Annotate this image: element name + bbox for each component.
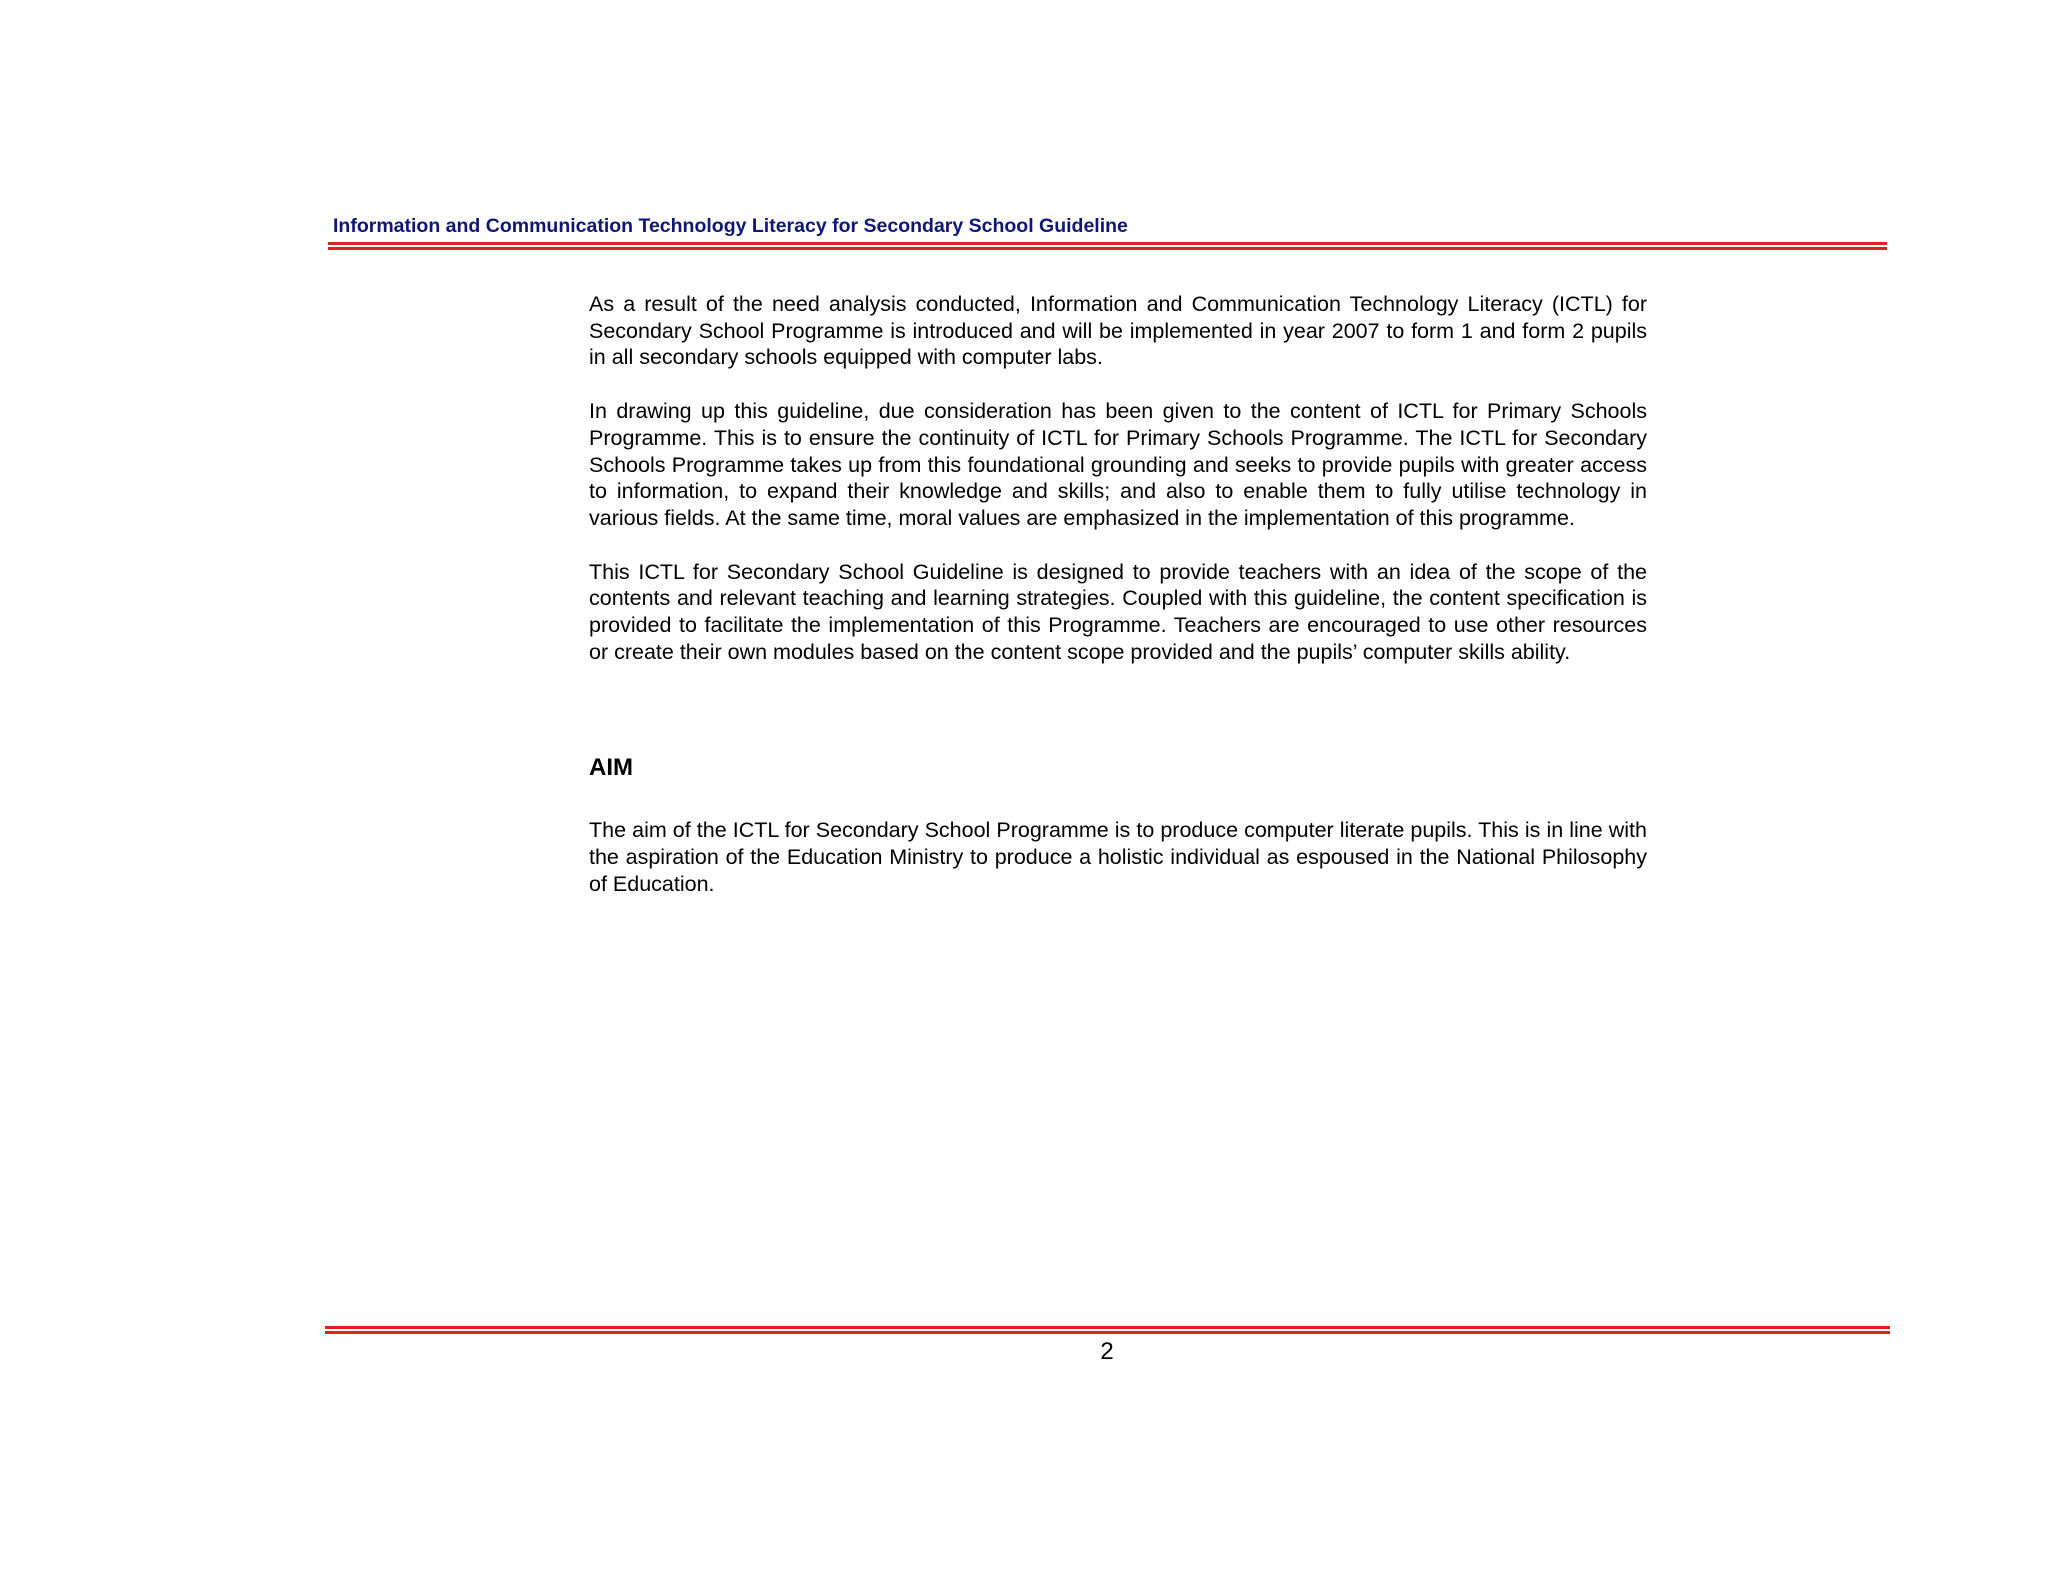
intro-paragraph-2: In drawing up this guideline, due consideration has been given to the content of ICTL for Primary Schools Programme. This is to ensure the continuity of ICTL for Primary Schools Programme. The ICTL for Secondary Schools Programme takes up from this foundational grounding and seeks to provide pupils with greater access to information, to expand their knowledge and skills; and also to enable them to fully utilise technology in various fields. At the same time, moral values are emphasized in the implementation of this programme. [589,399,1647,530]
aim-heading: AIM [589,754,633,782]
header-rule [328,242,1887,250]
main-content [589,291,1647,898]
intro-paragraph-1: As a result of the need analysis conducted, Information and Communication Technology Literacy (ICTL) for Secondary School Programme is introduced and will be implemented in year 2007 to form 1 and form 2 pupils in all secondary schools equipped with computer labs. [589,292,1647,370]
footer-rule [325,1326,1890,1334]
page-number: 2 [1100,1338,1114,1365]
running-header: Information and Communication Technology Literacy for Secondary School Guideline [333,215,1128,237]
aim-paragraph: The aim of the ICTL for Secondary School Programme is to produce computer literate pupils. This is in line with the aspiration of the Education Ministry to produce a holistic individual as espoused in the National Philosophy of Education. [589,818,1647,896]
intro-paragraph-3: This ICTL for Secondary School Guideline is designed to provide teachers with an idea of the scope of the contents and relevant teaching and learning strategies. Coupled with this guideline, the content specification is provided to facilitate the implementation of this Programme. Teachers are encouraged to use other resources or create their own modules based on the content scope provided and the pupils’ computer skills ability. [589,559,1647,664]
